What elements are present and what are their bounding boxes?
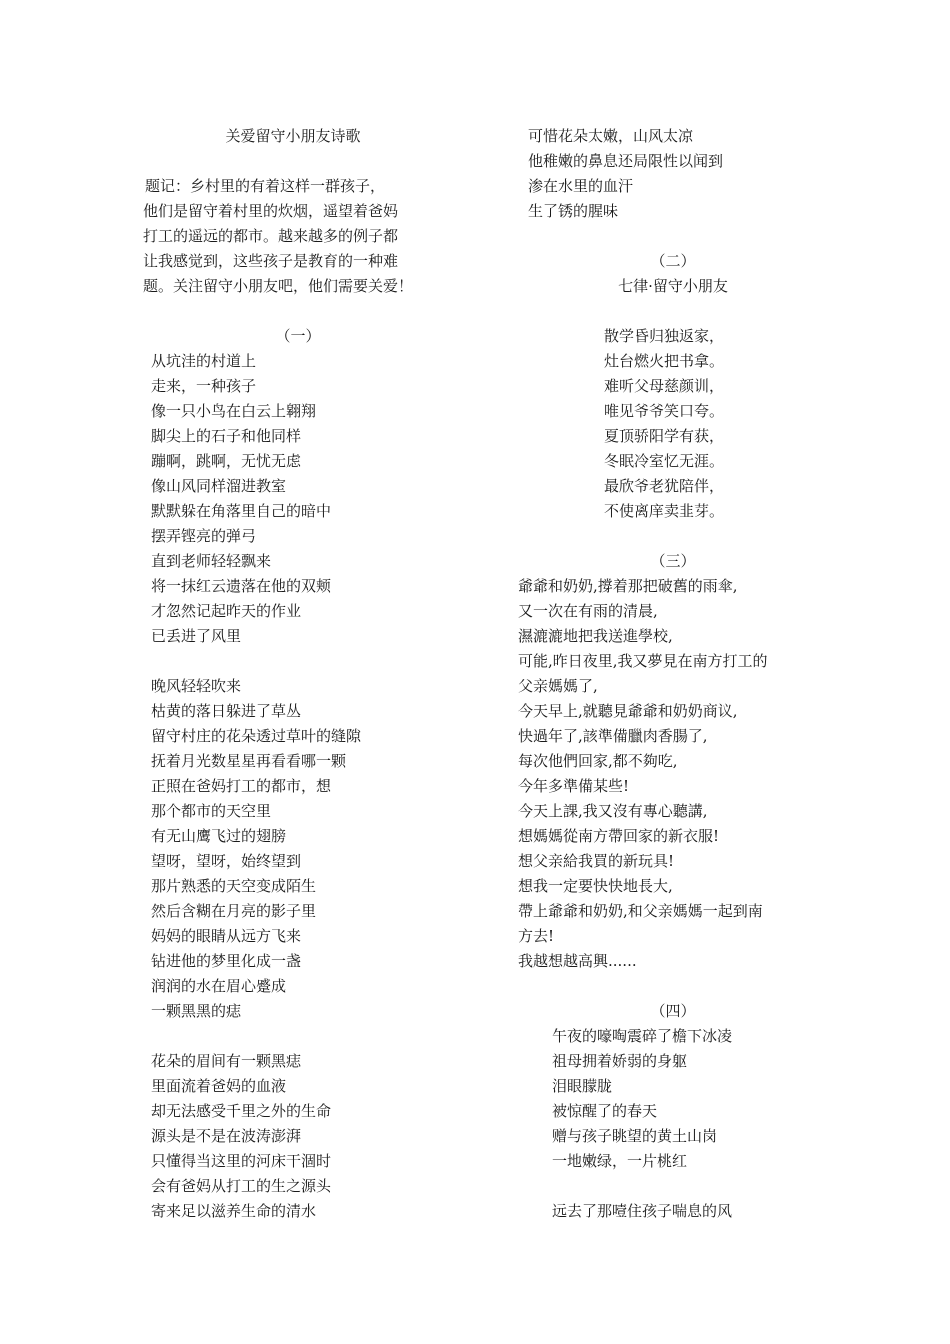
prose-line: 每次他們回家,都不夠吃, [518, 752, 678, 770]
poem-line: 有无山鹰飞过的翅膀 [151, 827, 287, 845]
poem-line: 像山风同样溜进教室 [151, 477, 287, 495]
poem-line: 钻进他的梦里化成一盏 [151, 952, 302, 970]
spacer [518, 1174, 828, 1199]
poem-line: 他稚嫩的鼻息还局限性以闻到 [528, 152, 724, 170]
poem-line: 会有爸妈从打工的生之源头 [151, 1177, 332, 1195]
poem-line: 祖母拥着娇弱的身躯 [552, 1052, 688, 1070]
spacer [143, 649, 453, 674]
poem-line: 那个都市的天空里 [151, 802, 272, 820]
prose-line: 快過年了,該準備臘肉香腸了, [518, 727, 708, 745]
preface-line: 打工的遥远的都市。越来越多的例子都 [143, 227, 399, 245]
poem-line: 远去了那噎住孩子喘息的风 [552, 1202, 733, 1220]
prose-line: 想父亲給我買的新玩具! [518, 852, 675, 870]
prose-line: 可能,昨日夜里,我又夢見在南方打工的 [518, 652, 768, 670]
poem-line: 只懂得当这里的河床干涸时 [151, 1152, 332, 1170]
spacer [518, 224, 828, 249]
spacer [518, 524, 828, 549]
document-title: 关爱留守小朋友诗歌 [225, 127, 361, 145]
spacer [518, 974, 828, 999]
poem-line: 渗在水里的血汗 [528, 177, 634, 195]
section-title-2: 七律·留守小朋友 [618, 277, 728, 295]
poem-line: 抚着月光数星星再看看哪一颗 [151, 752, 347, 770]
spacer [143, 149, 453, 174]
poem-line: 一颗黑黑的痣 [151, 1002, 242, 1020]
prose-line: 今天早上,就聽見爺爺和奶奶商议, [518, 702, 738, 720]
poem-line: 妈妈的眼睛从远方飞来 [151, 927, 302, 945]
prose-line: 濕漉漉地把我送進學校, [518, 627, 673, 645]
poem-line: 寄来足以滋养生命的清水 [151, 1202, 317, 1220]
poem-line: 枯黄的落日躲进了草丛 [151, 702, 302, 720]
prose-line: 父亲媽媽了, [518, 677, 598, 695]
poem-line: 然后含糊在月亮的影子里 [151, 902, 317, 920]
prose-line: 今天上課,我又沒有專心聽講, [518, 802, 708, 820]
prose-line: 爺爺和奶奶,撐着那把破舊的雨傘, [518, 577, 738, 595]
poem-line: 灶台燃火把书拿。 [604, 352, 725, 370]
poem-line: 默默躲在角落里自己的暗中 [151, 502, 332, 520]
poem-line: 里面流着爸妈的血液 [151, 1077, 287, 1095]
poem-line: 像一只小鸟在白云上翱翔 [151, 402, 317, 420]
poem-line: 走来，一种孩子 [151, 377, 257, 395]
section-heading-3: （三） [650, 552, 696, 570]
poem-line: 润润的水在眉心蹙成 [151, 977, 287, 995]
poem-line: 才忽然记起昨天的作业 [151, 602, 302, 620]
poem-line: 可惜花朵太嫩，山风太凉 [528, 127, 694, 145]
poem-line: 午夜的嚎啕震碎了檐下冰凌 [552, 1027, 733, 1045]
poem-line: 那片熟悉的天空变成陌生 [151, 877, 317, 895]
spacer [518, 299, 828, 324]
preface-line: 他们是留守着村里的炊烟，遥望着爸妈 [143, 202, 399, 220]
preface-line: 题记：乡村里的有着这样一群孩子， [145, 177, 386, 195]
poem-line: 晚风轻轻吹来 [151, 677, 242, 695]
poem-line: 最欣爷老犹陪伴， [604, 477, 725, 495]
poem-line: 已丢进了风里 [151, 627, 242, 645]
poem-line: 冬眠冷室忆无涯。 [604, 452, 725, 470]
left-column [143, 124, 453, 1224]
spacer [143, 1024, 453, 1049]
prose-line: 帶上爺爺和奶奶,和父亲媽媽一起到南 [518, 902, 763, 920]
poem-line: 却无法感受千里之外的生命 [151, 1102, 332, 1120]
poem-line: 将一抹红云遗落在他的双颊 [151, 577, 332, 595]
preface-line: 题。关注留守小朋友吧，他们需要关爱！ [143, 277, 414, 295]
section-heading-4: （四） [650, 1002, 696, 1020]
poem-line: 唯见爷爷笑口夸。 [604, 402, 725, 420]
poem-line: 摆弄铿亮的弹弓 [151, 527, 257, 545]
prose-line: 想媽媽從南方帶回家的新衣服! [518, 827, 720, 845]
prose-line: 今年多準備某些! [518, 777, 630, 795]
poem-line: 生了锈的腥味 [528, 202, 619, 220]
poem-line: 正照在爸妈打工的都市，想 [151, 777, 332, 795]
poem-line: 散学昏归独返家， [604, 327, 725, 345]
preface-line: 让我感觉到，这些孩子是教育的一种难 [143, 252, 399, 270]
prose-line: 方去! [518, 927, 555, 945]
prose-line: 又一次在有雨的清晨, [518, 602, 658, 620]
poem-line: 泪眼朦胧 [552, 1077, 613, 1095]
poem-line: 源头是不是在波涛澎湃 [151, 1127, 302, 1145]
poem-line: 被惊醒了的春天 [552, 1102, 658, 1120]
prose-line: 我越想越高興...... [518, 952, 637, 970]
poem-line: 蹦啊，跳啊，无忧无虑 [151, 452, 302, 470]
section-heading-1: （一） [275, 327, 321, 345]
poem-line: 直到老师轻轻飘来 [151, 552, 272, 570]
poem-line: 脚尖上的石子和他同样 [151, 427, 302, 445]
right-column [518, 124, 828, 1224]
poem-line: 一地嫩绿，一片桃红 [552, 1152, 688, 1170]
poem-line: 花朵的眉间有一颗黑痣 [151, 1052, 302, 1070]
section-heading-2: （二） [650, 252, 696, 270]
prose-line: 想我一定要快快地長大, [518, 877, 673, 895]
poem-line: 夏顶骄阳学有获， [604, 427, 725, 445]
poem-line: 难听父母慈颜训， [604, 377, 725, 395]
poem-line: 望呀，望呀，始终望到 [151, 852, 302, 870]
poem-line: 从坑洼的村道上 [151, 352, 257, 370]
poem-line: 留守村庄的花朵透过草叶的缝隙 [151, 727, 362, 745]
spacer [143, 299, 453, 324]
poem-line: 赠与孩子眺望的黄土山岗 [552, 1127, 718, 1145]
poem-line: 不使离庠卖韭芽。 [604, 502, 725, 520]
